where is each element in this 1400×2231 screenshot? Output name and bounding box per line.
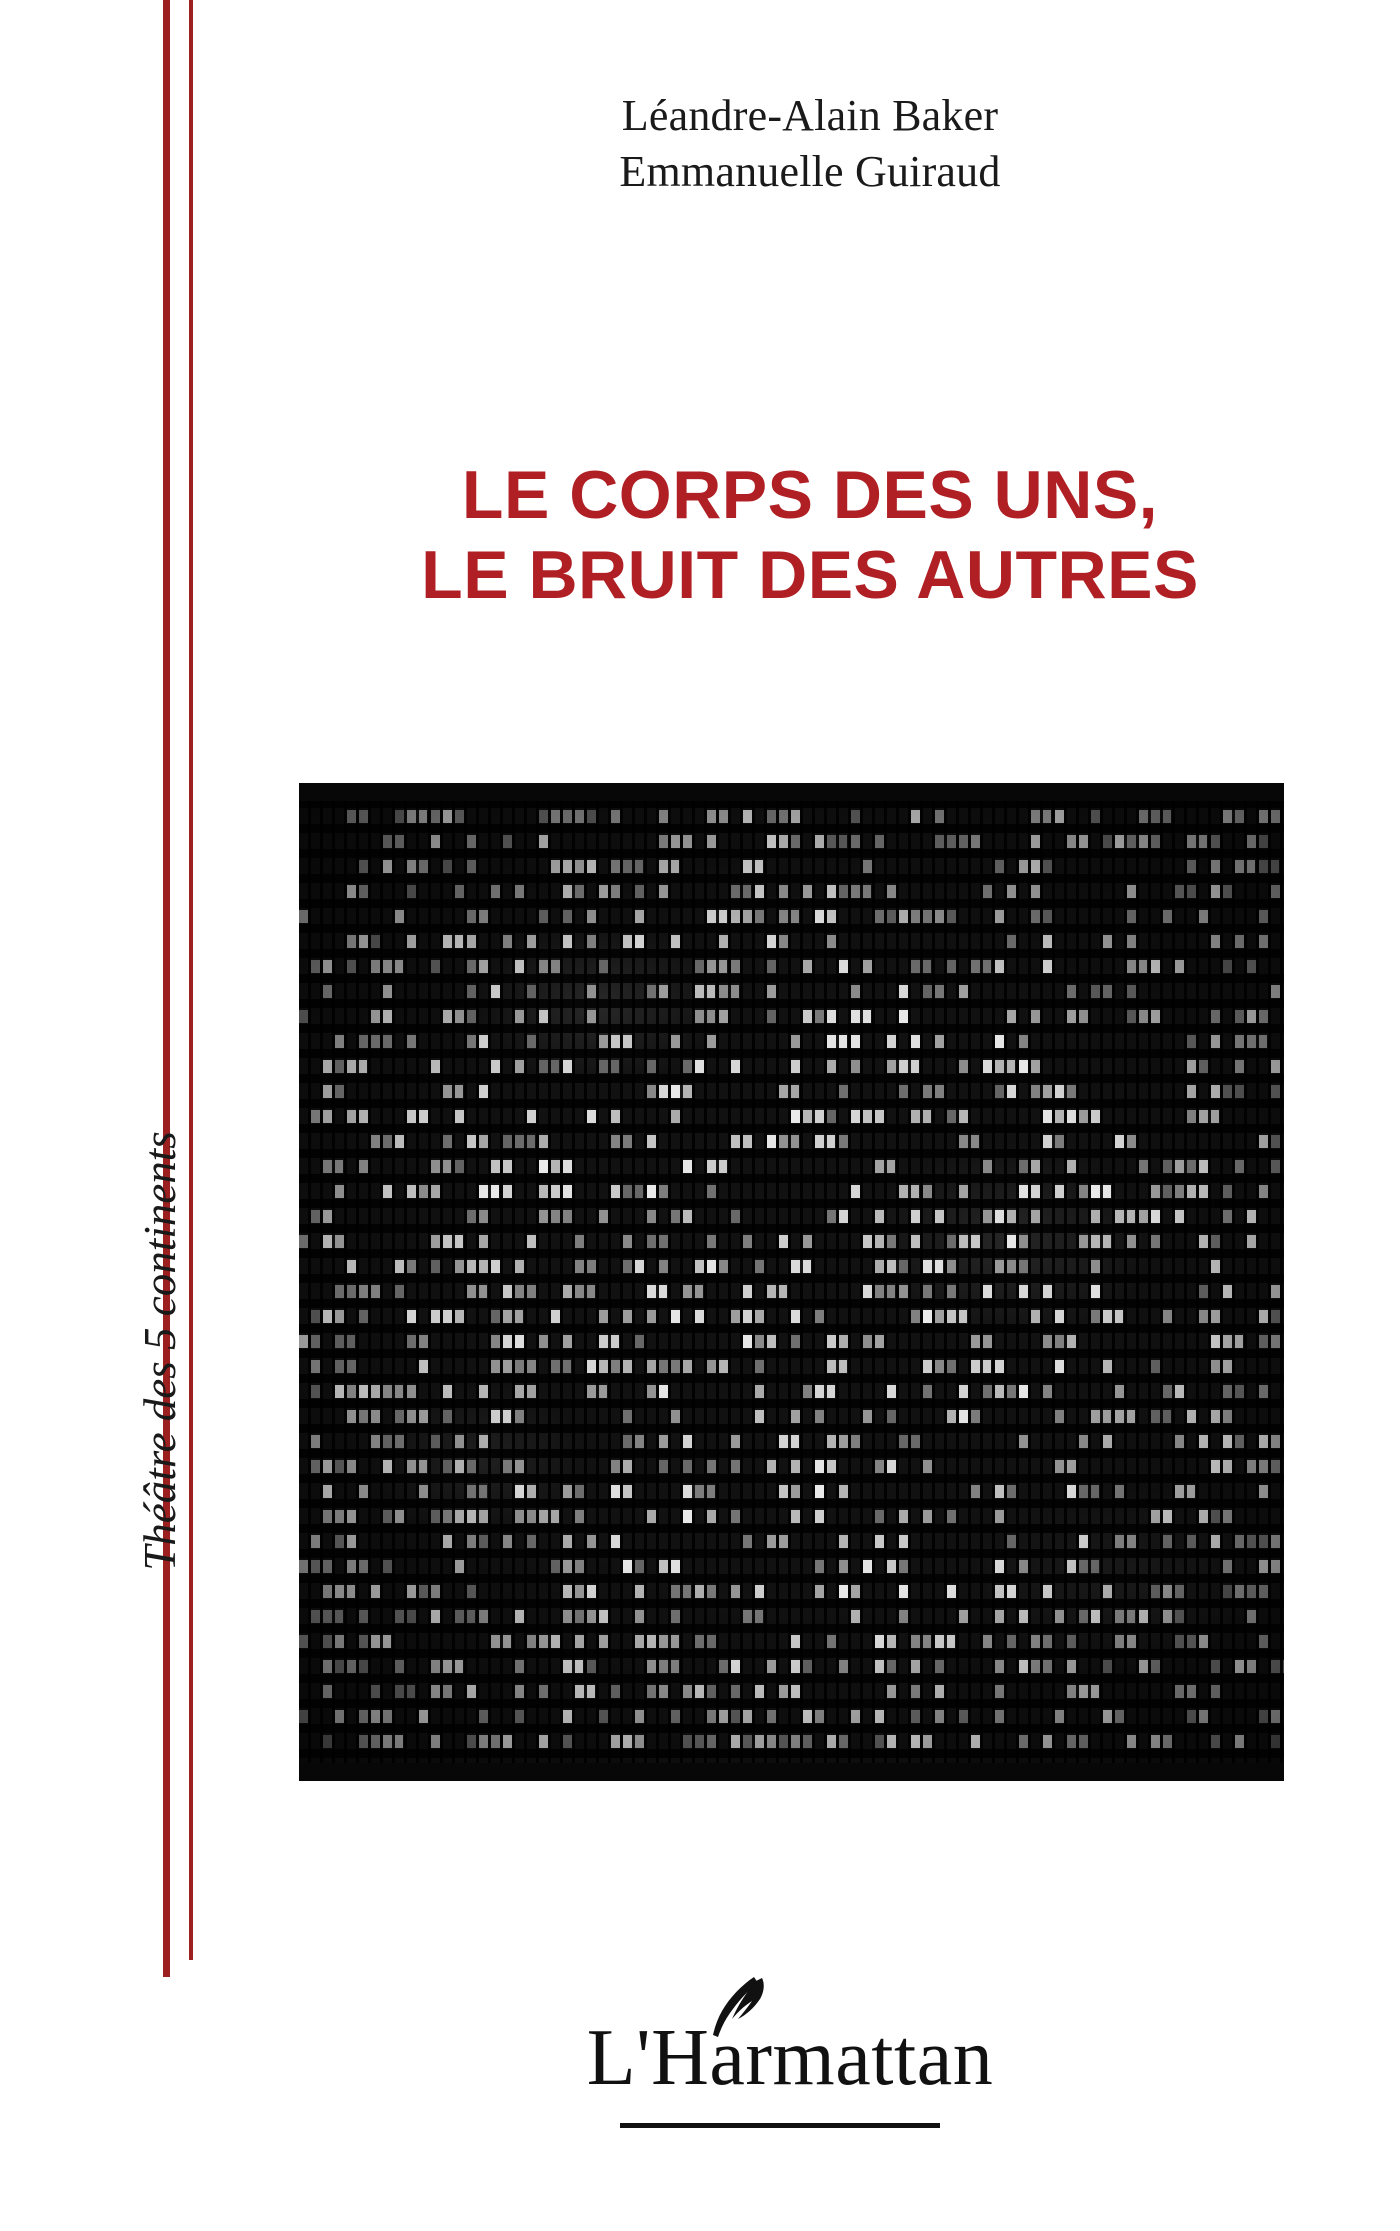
- building-facade: [299, 783, 1284, 1781]
- photo-edge-bottom: [299, 1763, 1284, 1781]
- author-name-2: Emmanuelle Guiraud: [619, 147, 1001, 197]
- cover-photograph: [299, 783, 1284, 1781]
- publisher-underline: [620, 2123, 940, 2128]
- title-line-2: LE BRUIT DES AUTRES: [421, 537, 1199, 614]
- publisher-logo: [520, 1975, 1060, 2165]
- collection-label: [134, 1001, 186, 1701]
- title-line-1: LE CORPS DES UNS,: [461, 457, 1159, 533]
- authors-block: [300, 88, 1320, 201]
- book-title: [300, 455, 1320, 615]
- photo-edge-top: [299, 783, 1284, 801]
- red-rule-inner: [189, 0, 193, 1960]
- collection-name: Théâtre des 5 continents: [135, 1131, 185, 1571]
- floor-bands: [299, 783, 1284, 1781]
- quill-icon: [684, 1975, 774, 2045]
- author-name-1: Léandre-Alain Baker: [621, 91, 999, 140]
- publisher-name: L'Harmattan: [586, 2014, 994, 2102]
